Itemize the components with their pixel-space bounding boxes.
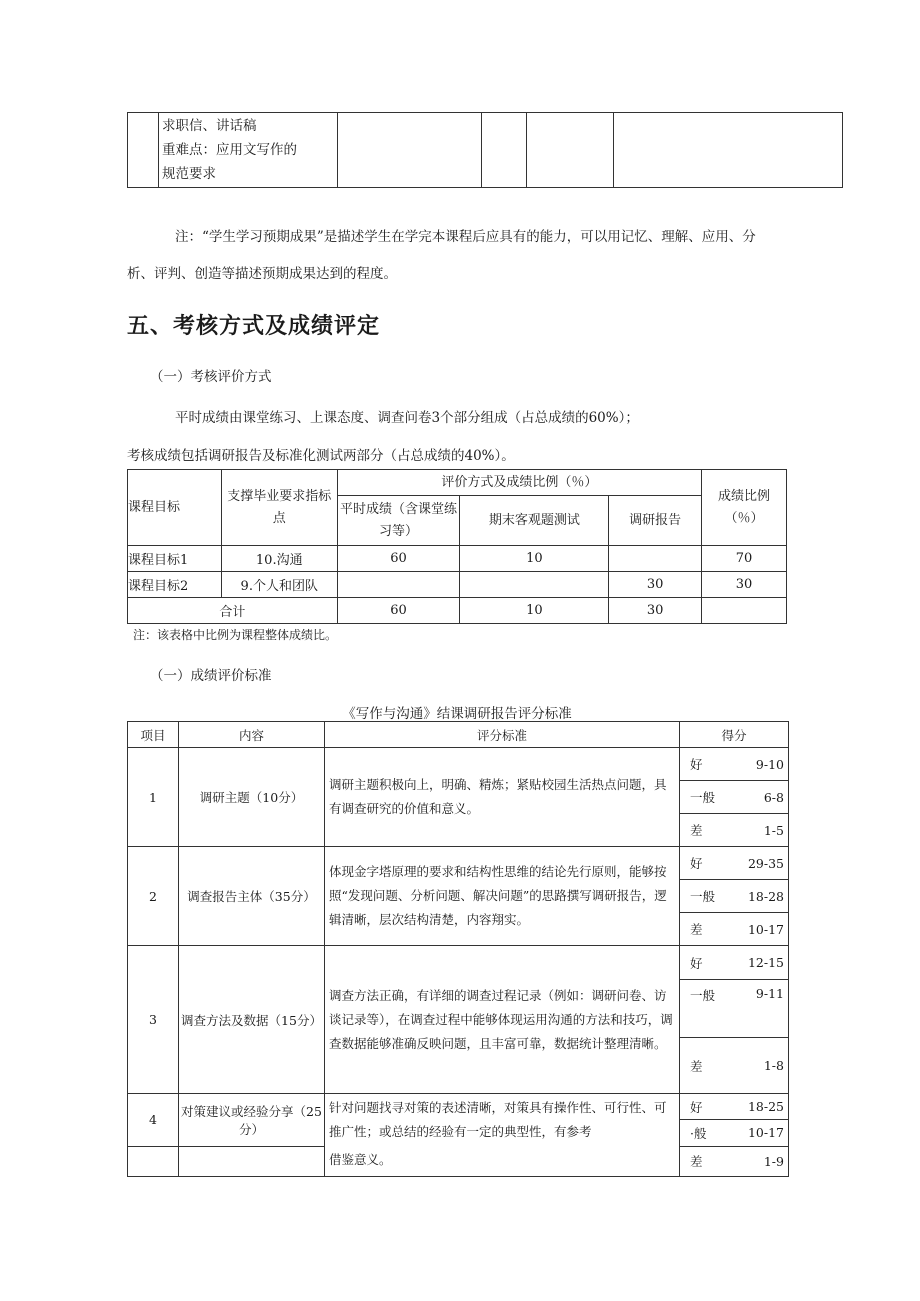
content-line: 重难点：应用文写作的 <box>162 142 297 158</box>
cell-exam: 10 <box>460 546 609 572</box>
row-criteria: 针对问题找寻对策的表述清晰，对策具有操作性、可行性、可推广性；或总结的经验有一定的典型性，有参考 <box>325 1094 680 1147</box>
header-ratio: 成绩比例（％） <box>702 470 787 546</box>
cell-report <box>609 546 702 572</box>
level-label: 差 <box>680 1038 731 1094</box>
section-title: 五、考核方式及成绩评定 <box>127 314 381 339</box>
row-content: 调查方法及数据（15分） <box>179 946 325 1094</box>
cell-report: 30 <box>609 572 702 598</box>
cell-goal: 课程目标2 <box>128 572 222 598</box>
level-range: 29-35 <box>730 847 788 880</box>
level-label: 一般 <box>680 781 731 814</box>
header-method: 评价方式及成绩比例（％） <box>337 470 701 496</box>
header-support: 支撑毕业要求指标点 <box>221 470 337 546</box>
header-exam: 期末客观题测试 <box>460 496 609 546</box>
cell-report: 30 <box>609 598 702 624</box>
level-label: 一般 <box>680 880 731 913</box>
row-content: 调查报告主体（35分） <box>179 847 325 946</box>
empty-cell <box>527 113 614 188</box>
note-paragraph-cont: 析、评判、创造等描述预期成果达到的程度。 <box>127 266 397 282</box>
content-cell <box>159 113 338 188</box>
table-row-total <box>128 598 787 624</box>
level-range: 18-25 <box>730 1094 788 1120</box>
level-range: 6-8 <box>730 781 788 814</box>
row-criteria: 调研主题积极向上，明确、精炼；紧贴校园生活热点问题，具有调查研究的价值和意义。 <box>325 748 680 847</box>
header-usual: 平时成绩（含课堂练习等） <box>337 496 460 546</box>
level-label: 差 <box>680 814 731 847</box>
cell-usual: 60 <box>337 598 460 624</box>
level-label: 差 <box>680 913 731 946</box>
empty-cell <box>128 113 159 188</box>
rubric-row <box>128 1094 789 1120</box>
level-range: 9-11 <box>730 980 788 1038</box>
empty-cell <box>338 113 482 188</box>
level-range: 1-5 <box>730 814 788 847</box>
grade-composition-table <box>127 469 787 624</box>
subsection-title: （一）考核评价方式 <box>150 369 272 385</box>
cell-exam: 10 <box>460 598 609 624</box>
cell-usual <box>337 572 460 598</box>
rubric-row <box>128 946 789 980</box>
row-no: 3 <box>128 946 179 1094</box>
empty-cell <box>614 113 843 188</box>
row-content: 调研主题（10分） <box>179 748 325 847</box>
table-row <box>128 546 787 572</box>
cell-goal: 课程目标1 <box>128 546 222 572</box>
cell-support: 10.沟通 <box>221 546 337 572</box>
level-range: 9-10 <box>730 748 788 781</box>
level-label: 好 <box>680 847 731 880</box>
rubric-title: 《写作与沟通》结课调研报告评分标准 <box>342 706 572 722</box>
cell-total-label: 合计 <box>128 598 338 624</box>
row-no: 4 <box>128 1094 179 1147</box>
paragraph: 平时成绩由课堂练习、上课态度、调查问卷3个部分组成（占总成绩的60%）； <box>175 410 639 426</box>
content-line: 规范要求 <box>162 166 216 182</box>
row-criteria-tail: 借鉴意义。 <box>325 1146 680 1176</box>
level-label: 好 <box>680 748 731 781</box>
level-range: 1-9 <box>730 1146 788 1176</box>
header-item: 项目 <box>128 722 179 748</box>
paragraph: 考核成绩包括调研报告及标准化测试两部分（占总成绩的40%）。 <box>127 448 515 464</box>
empty-cell <box>128 1146 179 1176</box>
row-criteria: 调查方法正确，有详细的调查过程记录（例如：调研问卷、访谈记录等），在调查过程中能够体现运用沟通的方法和技巧，调查数据能够准确反映问题，且丰富可靠，数据统计整理清晰。 <box>325 946 680 1094</box>
rubric-row <box>128 748 789 781</box>
header-goal: 课程目标 <box>128 470 222 546</box>
level-label: ·般 <box>680 1120 731 1146</box>
row-no: 1 <box>128 748 179 847</box>
header-criteria: 评分标准 <box>325 722 680 748</box>
cell-usual: 60 <box>337 546 460 572</box>
level-label: 差 <box>680 1146 731 1176</box>
cell-ratio: 30 <box>702 572 787 598</box>
level-range: 10-17 <box>730 913 788 946</box>
rubric-row <box>128 847 789 880</box>
header-report: 调研报告 <box>609 496 702 546</box>
cell-ratio <box>702 598 787 624</box>
row-no: 2 <box>128 847 179 946</box>
content-line: 求职信、讲话稿 <box>162 118 257 134</box>
header-content: 内容 <box>179 722 325 748</box>
level-label: 好 <box>680 1094 731 1120</box>
empty-cell <box>482 113 527 188</box>
cell-ratio: 70 <box>702 546 787 572</box>
subsection-title: （一）成绩评价标准 <box>150 668 272 684</box>
table-row <box>128 572 787 598</box>
level-range: 10-17 <box>730 1120 788 1146</box>
level-range: 12-15 <box>730 946 788 980</box>
level-range: 18-28 <box>730 880 788 913</box>
level-label: 好 <box>680 946 731 980</box>
note-text: “学生学习预期成果”是描述学生在学完本课程后应具有的能力，可以用记忆、理解、应用、分 <box>202 229 756 245</box>
note-prefix: 注： <box>175 229 202 245</box>
rubric-table <box>127 721 789 1177</box>
row-criteria: 体现金字塔原理的要求和结构性思维的结论先行原则，能够按照“发现问题、分析问题、解决问题”的思路撰写调研报告，逻辑清晰，层次结构清楚，内容翔实。 <box>325 847 680 946</box>
cell-exam <box>460 572 609 598</box>
level-label: 一般 <box>680 980 731 1038</box>
level-range: 1-8 <box>730 1038 788 1094</box>
cell-support: 9.个人和团队 <box>221 572 337 598</box>
note-paragraph <box>127 218 827 256</box>
empty-cell <box>179 1146 325 1176</box>
row-content: 对策建议或经验分享（25分） <box>179 1094 325 1147</box>
header-score: 得分 <box>680 722 789 748</box>
course-content-table-fragment <box>127 112 843 188</box>
table-footnote: 注：该表格中比例为课程整体成绩比。 <box>133 628 338 642</box>
